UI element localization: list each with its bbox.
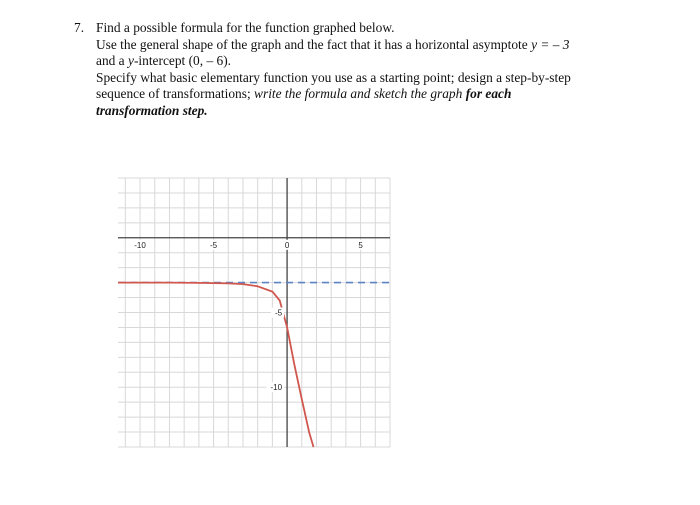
function-curve <box>118 283 314 447</box>
problem-line-1: Find a possible formula for the function graphed below. <box>96 20 395 35</box>
problem-line-4: Specify what basic elementary function you use as a starting point; design a step-by-step <box>96 69 571 85</box>
curve-layer <box>118 283 314 447</box>
line5-bold-italic-text: for each <box>465 86 512 101</box>
problem-number: 7. <box>74 20 85 35</box>
grid-lines <box>118 178 390 447</box>
x-tick-label: 5 <box>358 240 363 250</box>
x-tick-label: 0 <box>284 240 290 250</box>
x-tick-label: -5 <box>210 240 218 250</box>
line3-y-variable: y <box>128 53 134 68</box>
y-tick-label: -10 <box>270 383 283 393</box>
line2-text: Use the general shape of the graph and the fact that it has a horizontal asymptote <box>96 36 528 52</box>
x-tick-label: -10 <box>134 240 146 250</box>
line3-text-a: and a <box>96 53 125 68</box>
asymptote-equation: y = – 3 <box>531 36 570 52</box>
line6-bold-italic-text: transformation step. <box>96 102 208 118</box>
tick-labels <box>131 240 365 392</box>
line5-italic-text: write the formula and sketch the graph <box>254 86 463 101</box>
y-tick-label: -5 <box>274 308 283 318</box>
line3-text-b: -intercept (0, – 6). <box>133 53 231 68</box>
line5-text: sequence of transformations; <box>96 86 251 101</box>
